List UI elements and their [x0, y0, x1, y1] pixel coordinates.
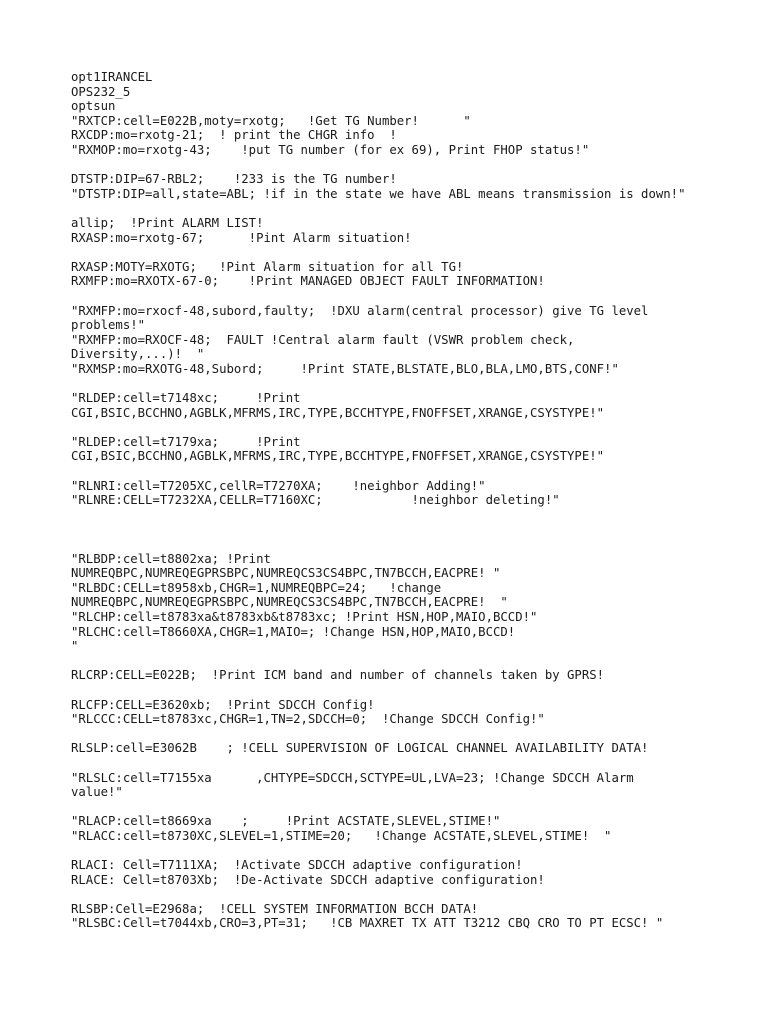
command-line: "RLSBC:Cell=t7044xb,CRO=3,PT=31; !CB MAXRET TX ATT T3212 CBQ CRO TO PT ECSC! "	[71, 916, 664, 931]
command-line: "RLCCC:CELL=t8783xc,CHGR=1,TN=2,SDCCH=0; !Change SDCCH Config!"	[71, 712, 545, 727]
command-block	[71, 668, 751, 683]
command-line: allip; !Print ALARM LIST!	[71, 215, 264, 230]
command-block	[71, 522, 751, 537]
paragraph-gap	[71, 843, 751, 858]
paragraph-gap	[71, 420, 751, 435]
command-line: optsun	[71, 99, 116, 114]
command-line: RLSLP:cell=E3062B ; !CELL SUPERVISION OF LOGICAL CHANNEL AVAILABILITY DATA!	[71, 741, 649, 756]
paragraph-gap	[71, 654, 751, 669]
paragraph-gap	[71, 683, 751, 698]
command-line: "RLDEP:cell=t7179xa; !Print	[71, 434, 301, 449]
paragraph-gap	[71, 464, 751, 479]
command-line: Diversity,...)! "	[71, 347, 205, 362]
paragraph-gap	[71, 727, 751, 742]
command-line: "RLSLC:cell=T7155xa ,CHTYPE=SDCCH,SCTYPE=UL,LVA=23; !Change SDCCH Alarm	[71, 770, 634, 785]
command-line: "RXTCP:cell=E022B,moty=rxotg; !Get TG Number! "	[71, 113, 471, 128]
paragraph-gap	[71, 887, 751, 902]
command-line: RXMFP:mo=RXOTX-67-0; !Print MANAGED OBJECT FAULT INFORMATION!	[71, 274, 545, 289]
command-line: NUMREQBPC,NUMREQEGPRSBPC,NUMREQCS3CS4BPC,TN7BCCH,EACPRE! "	[71, 566, 501, 581]
command-line: RXCDP:mo=rxotg-21; ! print the CHGR info !	[71, 128, 397, 143]
paragraph-gap	[71, 756, 751, 771]
command-line: "RLACP:cell=t8669xa ; !Print ACSTATE,SLEVEL,STIME!"	[71, 814, 501, 829]
command-block	[71, 260, 751, 289]
command-line: RLACE: Cell=t8703Xb; !De-Activate SDCCH adaptive configuration!	[71, 872, 545, 887]
paragraph-gap	[71, 245, 751, 260]
command-line: "RLCHC:cell=T8660XA,CHGR=1,MAIO=; !Change HSN,HOP,MAIO,BCCD!	[71, 624, 516, 639]
command-line: RLCFP:CELL=E3620xb; !Print SDCCH Config!	[71, 697, 375, 712]
paragraph-gap	[71, 289, 751, 304]
command-line: RLACI: Cell=T7111XA; !Activate SDCCH adaptive configuration!	[71, 858, 523, 873]
command-block	[71, 858, 751, 887]
command-line: CGI,BSIC,BCCHNO,AGBLK,MFRMS,IRC,TYPE,BCCHTYPE,FNOFFSET,XRANGE,CSYSTYPE!"	[71, 405, 605, 420]
command-line: NUMREQBPC,NUMREQEGPRSBPC,NUMREQCS3CS4BPC,TN7BCCH,EACPRE! "	[71, 595, 508, 610]
command-line: CGI,BSIC,BCCHNO,AGBLK,MFRMS,IRC,TYPE,BCCHTYPE,FNOFFSET,XRANGE,CSYSTYPE!"	[71, 449, 605, 464]
command-line: OPS232_5	[71, 84, 131, 99]
command-block	[71, 552, 751, 654]
command-line: "RXMSP:mo=RXOTG-48,Subord; !Print STATE,BLSTATE,BLO,BLA,LMO,BTS,CONF!"	[71, 361, 619, 376]
document-body	[71, 70, 751, 931]
command-line: RLCRP:CELL=E022B; !Print ICM band and number of channels taken by GPRS!	[71, 668, 605, 683]
command-block	[71, 479, 751, 508]
command-line: "DTSTP:DIP=all,state=ABL; !if in the state we have ABL means transmission is down!"	[71, 186, 686, 201]
command-line: "RLNRI:cell=T7205XC,cellR=T7270XA; !neighbor Adding!"	[71, 478, 486, 493]
command-block	[71, 70, 751, 158]
command-block	[71, 304, 751, 377]
command-line: "RLACC:cell=t8730XC,SLEVEL=1,STIME=20; !Change ACSTATE,SLEVEL,STIME! "	[71, 828, 612, 843]
command-line: "	[71, 639, 79, 654]
command-line: problems!"	[71, 318, 146, 333]
paragraph-gap	[71, 800, 751, 815]
command-block	[71, 771, 751, 800]
command-block	[71, 814, 751, 843]
command-line: opt1IRANCEL	[71, 70, 153, 84]
command-block	[71, 698, 751, 727]
command-line: DTSTP:DIP=67-RBL2; !233 is the TG number!	[71, 172, 397, 187]
command-block	[71, 391, 751, 420]
command-block	[71, 216, 751, 245]
paragraph-gap	[71, 201, 751, 216]
command-block	[71, 902, 751, 931]
command-block	[71, 435, 751, 464]
command-block	[71, 741, 751, 756]
command-line: RLSBP:Cell=E2968a; !CELL SYSTEM INFORMATION BCCH DATA!	[71, 901, 479, 916]
paragraph-gap	[71, 158, 751, 173]
paragraph-gap	[71, 376, 751, 391]
paragraph-gap	[71, 537, 751, 552]
command-line: "RLBDP:cell=t8802xa; !Print	[71, 551, 271, 566]
command-line: "RLDEP:cell=t7148xc; !Print	[71, 391, 301, 406]
command-line: "RXMFP:mo=rxocf-48,subord,faulty; !DXU alarm(central processor) give TG level	[71, 303, 649, 318]
command-line: RXASP:MOTY=RXOTG; !Pint Alarm situation for all TG!	[71, 259, 464, 274]
command-line: value!"	[71, 785, 123, 800]
command-line: "RXMFP:mo=RXOCF-48; FAULT !Central alarm fault (VSWR problem check,	[71, 332, 575, 347]
command-line: RXASP:mo=rxotg-67; !Pint Alarm situation!	[71, 230, 412, 245]
command-line: "RLNRE:CELL=T7232XA,CELLR=T7160XC; !neighbor deleting!"	[71, 493, 560, 508]
command-line: "RLBDC:CELL=t8958xb,CHGR=1,NUMREQBPC=24; !change	[71, 580, 442, 595]
command-line: "RLCHP:cell=t8783xa&t8783xb&t8783xc; !Print HSN,HOP,MAIO,BCCD!"	[71, 609, 538, 624]
command-line: "RXMOP:mo=rxotg-43; !put TG number (for ex 69), Print FHOP status!"	[71, 142, 590, 157]
command-line	[71, 522, 751, 537]
command-block	[71, 172, 751, 201]
paragraph-gap	[71, 508, 751, 523]
